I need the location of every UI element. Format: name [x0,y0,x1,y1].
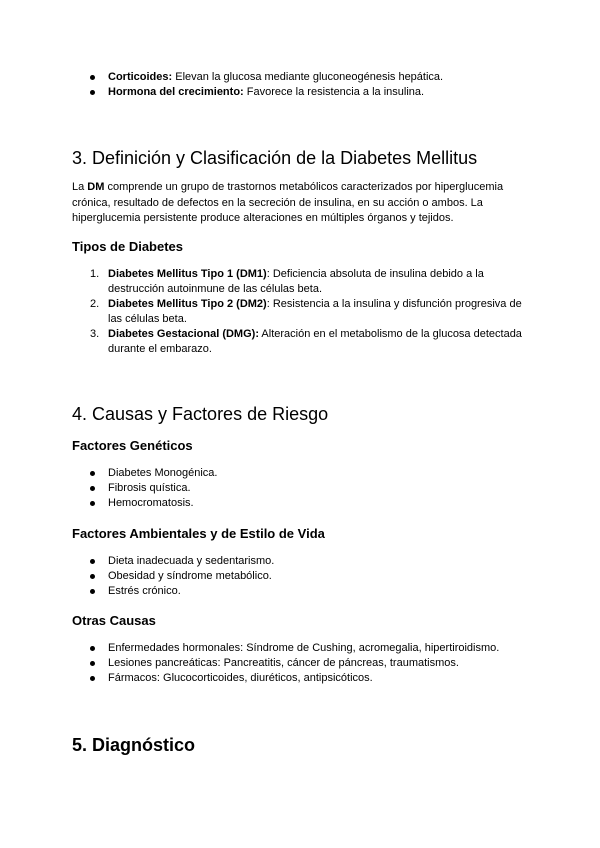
list-item: Dieta inadecuada y sedentarismo. [72,554,532,569]
section-3-intro: La DM comprende un grupo de trastornos metabólicos caracterizados por hiperglucemia crónica, resultado de defectos en la secreción de insulina, en su acción o ambos. La hiperglucemia persistente produce alteraciones en múltiples órganos y tejidos. [72,181,504,224]
bullet-icon [90,676,95,681]
diabetes-types-title: Tipos de Diabetes [72,239,184,254]
environmental-factors-list [72,554,532,599]
environmental-factors-title: Factores Ambientales y de Estilo de Vida [72,526,325,541]
genetic-factors-title: Factores Genéticos [72,438,193,453]
list-item: Obesidad y síndrome metabólico. [72,569,532,584]
diabetes-types-list [72,267,532,357]
list-item: Fármacos: Glucocorticoides, diuréticos, antipsicóticos. [72,671,532,686]
list-item: Enfermedades hormonales: Síndrome de Cushing, acromegalia, hipertiroidismo. [72,641,532,656]
list-item: Hormona del crecimiento: Favorece la resistencia a la insulina. [72,85,532,100]
bullet-icon [90,75,95,80]
section-5-title: 5. Diagnóstico [72,735,196,755]
bullet-icon [90,90,95,95]
list-item: Hemocromatosis. [72,496,532,511]
other-causes-list [72,641,532,686]
genetic-factors-list [72,466,532,511]
bullet-icon [90,589,95,594]
list-item: Diabetes Monogénica. [72,466,532,481]
bullet-icon [90,559,95,564]
list-item: Corticoides: Elevan la glucosa mediante gluconeogénesis hepática. [72,70,532,85]
bullet-icon [90,661,95,666]
list-item: Fibrosis quística. [72,481,532,496]
other-causes-title: Otras Causas [72,613,156,628]
bullet-icon [90,574,95,579]
bullet-icon [90,646,95,651]
section-4-title: 4. Causas y Factores de Riesgo [72,404,329,424]
bullet-icon [90,486,95,491]
bullet-icon [90,501,95,506]
list-item: 3. Diabetes Gestacional (DMG): Alteración en el metabolismo de la glucosa detectada durante el embarazo. [90,328,522,355]
list-item: 1. Diabetes Mellitus Tipo 1 (DM1): Deficiencia absoluta de insulina debido a la destrucción autoinmune de las células beta. [90,268,484,295]
list-item: Estrés crónico. [72,584,532,599]
bullet-icon [90,471,95,476]
section-3-title: 3. Definición y Clasificación de la Diabetes Mellitus [72,148,478,168]
hormones-list [72,70,532,100]
list-item: Lesiones pancreáticas: Pancreatitis, cáncer de páncreas, traumatismos. [72,656,532,671]
list-item: 2. Diabetes Mellitus Tipo 2 (DM2): Resistencia a la insulina y disfunción progresiva de las células beta. [90,298,522,325]
